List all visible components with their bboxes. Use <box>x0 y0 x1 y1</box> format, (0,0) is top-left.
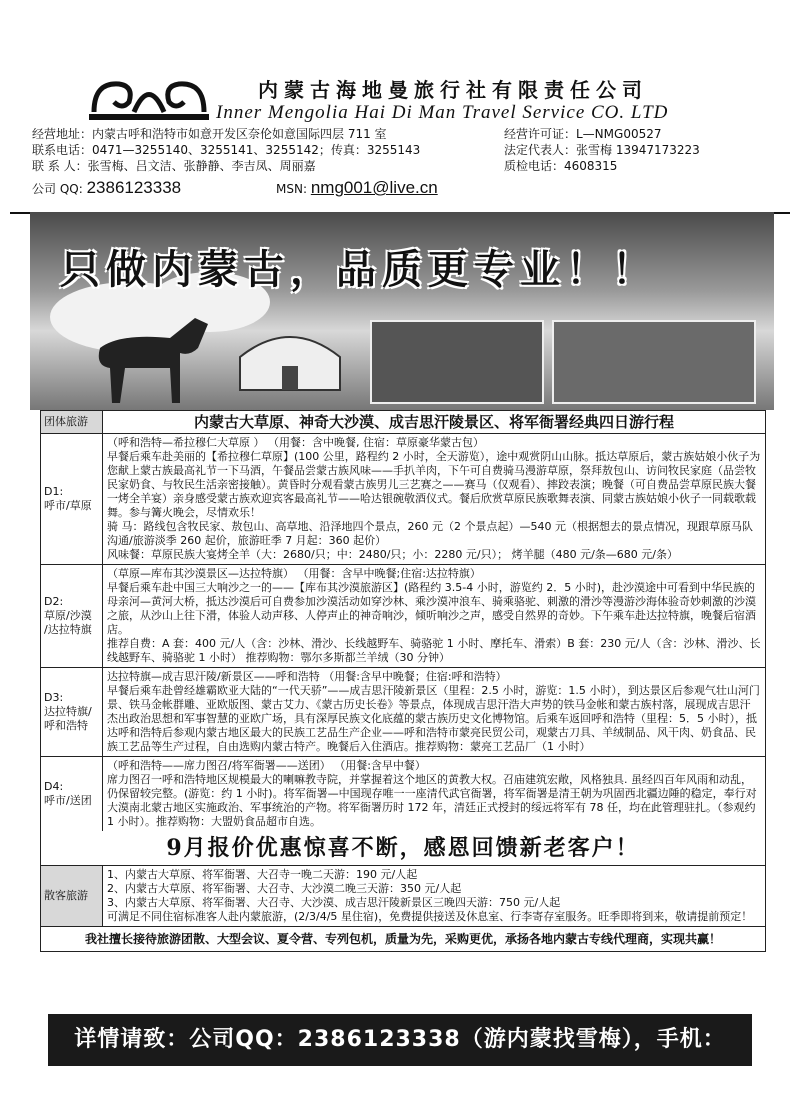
day-label: D2: 草原/沙漠 /达拉特旗 <box>41 565 103 667</box>
day-label: D1: 呼市/草原 <box>41 434 103 564</box>
day-detail-line: 席力图召一呼和浩特地区规模最大的喇嘛教寺院，并掌握着这个地区的黄教大权。召庙建筑宏敞，风格独具. 虽经四百年风雨和动乱，仍保留较完整。(游览：约 1 小时)。将军衙署—中国现存唯一一座清代武官衙署，将军衙署是清王朝为巩固西北疆边陲的稳定，奉行对大漠南北蒙古地区实施政治、军事统治的产物。将军衙署历时 172 年，清廷正式授封的绥远将军有 78 任，均在此管理驻扎。（参观约 1 小时）。推荐购物：大盟奶食品超市自选。 <box>107 773 757 828</box>
day-detail-line: 骑 马：路线包含牧民家、敖包山、高草地、沿泽地四个景点，260 元（2 个景点起）—540 元（根据想去的景点情况，现跟草原马队沟通/旅游淡季 260 起价，旅游旺季 7 月起：360 起价） <box>107 520 753 547</box>
horse-icon <box>80 308 230 408</box>
day-details <box>103 757 765 831</box>
qq-label: 公司 QQ: <box>32 182 83 196</box>
contacts: 联 系 人：张雪梅、吕文洁、张静静、李吉凤、周丽嘉 <box>32 159 316 173</box>
quality-phone: 质检电话：4608315 <box>504 159 618 173</box>
table-header-row <box>41 411 765 434</box>
day-detail-line: 早餐后乘车赴中国三大响沙之一的——【库布其沙漠旅游区】(路程约 3.5-4 小时，游览约 2．5 小时)，赴沙漠途中可看到中华民族的母亲河—黄河大桥，抵达沙漠后可自费参加沙漠活动如穿沙林、乘沙漠冲浪车、骑乘骆驼、刺激的滑沙等漫游沙海体验奇妙刺激的沙漠之旅，从沙山上往下滑，体验人动声移、人停声止的神奇响沙，倾听响沙之声，感受自然界的奇妙。下午乘车赴达拉特旗，晚餐后宿酒店。 <box>107 581 756 636</box>
scatter-tour-row <box>41 866 765 927</box>
legal-rep: 法定代表人：张雪梅 13947173223 <box>504 143 700 157</box>
phone: 联系电话：0471—3255140、3255141、3255142；传真：3255143 <box>32 143 421 157</box>
address: 经营地址：内蒙古呼和浩特市如意开发区奈伦如意国际四层 711 室 <box>32 127 387 141</box>
slogan: 只做内蒙古，品质更专业！！ <box>60 246 658 293</box>
msn-label: MSN: <box>276 182 307 196</box>
closing-row <box>41 927 765 951</box>
scatter-tour-line: 1、内蒙古大草原、将军衙署、大召寺一晚二天游：190 元/人起 <box>107 868 418 881</box>
monument-photo <box>370 320 544 404</box>
closing-text: 我社擅长接待旅游团散、大型会议、夏令营、专列包机，质量为先，采购更优，承扬各地内蒙古专线代理商，实现共赢！ <box>84 932 721 946</box>
qq-number: 2386123338 <box>86 178 182 197</box>
msn-link[interactable]: nmg001@live.cn <box>310 178 438 197</box>
day-row <box>41 668 765 757</box>
day-detail-line: 风味餐：草原民族大宴烤全羊（大：2680/只；中：2480/只；小：2280 元/只）； 烤羊腿（480 元/条—680 元/条） <box>107 548 678 561</box>
contact-info <box>32 126 752 174</box>
group-tour-label: 团体旅游 <box>41 411 103 433</box>
scatter-tour-line: 2、内蒙古大草原、将军衙署、大召寺、大沙漠二晚三天游：350 元/人起 <box>107 882 462 895</box>
day-row <box>41 434 765 565</box>
promo-text: 9月报价优惠惊喜不断，感恩回馈新老客户！ <box>166 835 640 861</box>
day-detail-line: （呼和浩特—希拉穆仁大草原 ） （用餐：含中晚餐, 住宿：草原豪华蒙古包） <box>107 436 484 449</box>
day-detail-line: （呼和浩特——席力图召/将军衙署——送团） （用餐:含早中餐） <box>107 759 426 772</box>
day-detail-line: 推荐自费：A 套：400 元/人（含：沙林、滑沙、长线越野车、骑骆驼 1 小时、摩托车、滑索）B 套：230 元/人（含：沙林、滑沙、长线越野车、骑骆驼 1 小时） 推荐购物：鄂尔多斯都兰羊绒（30 分钟） <box>107 637 761 664</box>
flyer-page <box>32 64 761 946</box>
day-detail-line: （草原—库布其沙漠景区—达拉特旗） （用餐：含早中晚餐;住宿:达拉特旗） <box>107 567 481 580</box>
scatter-tour-line: 可满足不同住宿标准客人赴内蒙旅游，(2/3/4/5 星住宿)，免费提供接送及休息室、行李寄存室服务。旺季即将到来，敬请提前预定！ <box>107 910 753 923</box>
itinerary-table <box>40 410 766 952</box>
day-detail-line: 早餐后乘车赴曾经雄霸欧亚大陆的“一代天骄”——成吉思汗陵新景区（里程：2.5 小时，游览：1.5 小时），到达景区后参观气壮山河门景、铁马金帐群雕、亚欧版图、蒙古艾力、《蒙古历史长卷》等景点，体现成吉思汗浩大声势的铁马金帐和蒙古族村落，展现成吉思汗杰出政治思想和军事智慧的亚欧广场，具有深厚民族文化底蕴的蒙古族历史文化博物馆。后乘车返回呼和浩特（里程：5．5 小时），抵达呼和浩特后参观内蒙古地区最大的民族工艺品生产企业——呼和浩特市蒙亮民贸公司，观蒙古刀具、羊绒制品、风干肉、奶食品、民族工艺品等生产过程，自由选购内蒙古特产。晚餐后入住酒店。推荐购物：蒙亮工艺品厂（1 小时） <box>107 684 760 753</box>
day-detail-line: 早餐后乘车赴美丽的【希拉穆仁草原】(100 公里，路程约 2 小时，全天游览），途中观赏阴山山脉。抵达草原后，蒙古族姑娘小伙子为您献上蒙古族最高礼节一下马酒，午餐品尝蒙古族风味——手扒羊肉，下午可自费骑马漫游草原，祭拜敖包山、访问牧民家庭（品尝牧民家奶食、与牧民生活亲密接触）。黄昏时分观看蒙古族男儿三艺赛之——赛马（仅观看）、摔跤表演；晚餐（可自费品尝草原民族大餐一烤全羊宴）亲身感受蒙古族欢迎宾客最高礼节——哈达银碗敬酒仪式。餐后欣赏草原民族歌舞表演、同蒙古族姑娘小伙子一同载歌载舞。参与篝火晚会，尽情欢乐！ <box>107 450 761 519</box>
day-label: D4: 呼市/送团 <box>41 757 103 831</box>
company-name-en: Inner Mengolia Hai Di Man Travel Service CO. LTD <box>216 102 669 123</box>
company-header <box>48 64 752 126</box>
cloud-pattern-logo-icon <box>84 72 214 122</box>
qq-msn-row <box>32 174 752 200</box>
day-label: D3: 达拉特旗/ 呼和浩特 <box>41 668 103 756</box>
company-name-cn: 内蒙古海地曼旅行社有限责任公司 <box>258 78 648 102</box>
yurt-icon <box>230 322 350 392</box>
day-details <box>103 434 765 564</box>
scatter-tour-line: 3、内蒙古大草原、将军衙署、大召寺、大沙漠、成吉思汗陵新景区三晚四天游：750 元/人起 <box>107 896 561 909</box>
promo-row <box>41 831 765 866</box>
grassland-photo <box>552 320 756 404</box>
day-row <box>41 757 765 831</box>
itinerary-title: 内蒙古大草原、神奇大沙漠、成吉思汗陵景区、将军衙署经典四日游行程 <box>193 413 674 431</box>
footer-contact-bar: 详情请致：公司QQ：2386123338（游内蒙找雪梅），手机：13947173223 <box>48 1014 752 1066</box>
scatter-tour-label: 散客旅游 <box>41 866 103 926</box>
scatter-tour-details <box>103 866 765 926</box>
license-no: 经营许可证：L—NMG00527 <box>504 127 662 141</box>
day-details <box>103 565 765 667</box>
banner <box>30 212 774 410</box>
day-row <box>41 565 765 668</box>
day-details <box>103 668 765 756</box>
day-detail-line: 达拉特旗—成吉思汗陵/新景区——呼和浩特 （用餐:含早中晚餐；住宿:呼和浩特） <box>107 670 507 683</box>
